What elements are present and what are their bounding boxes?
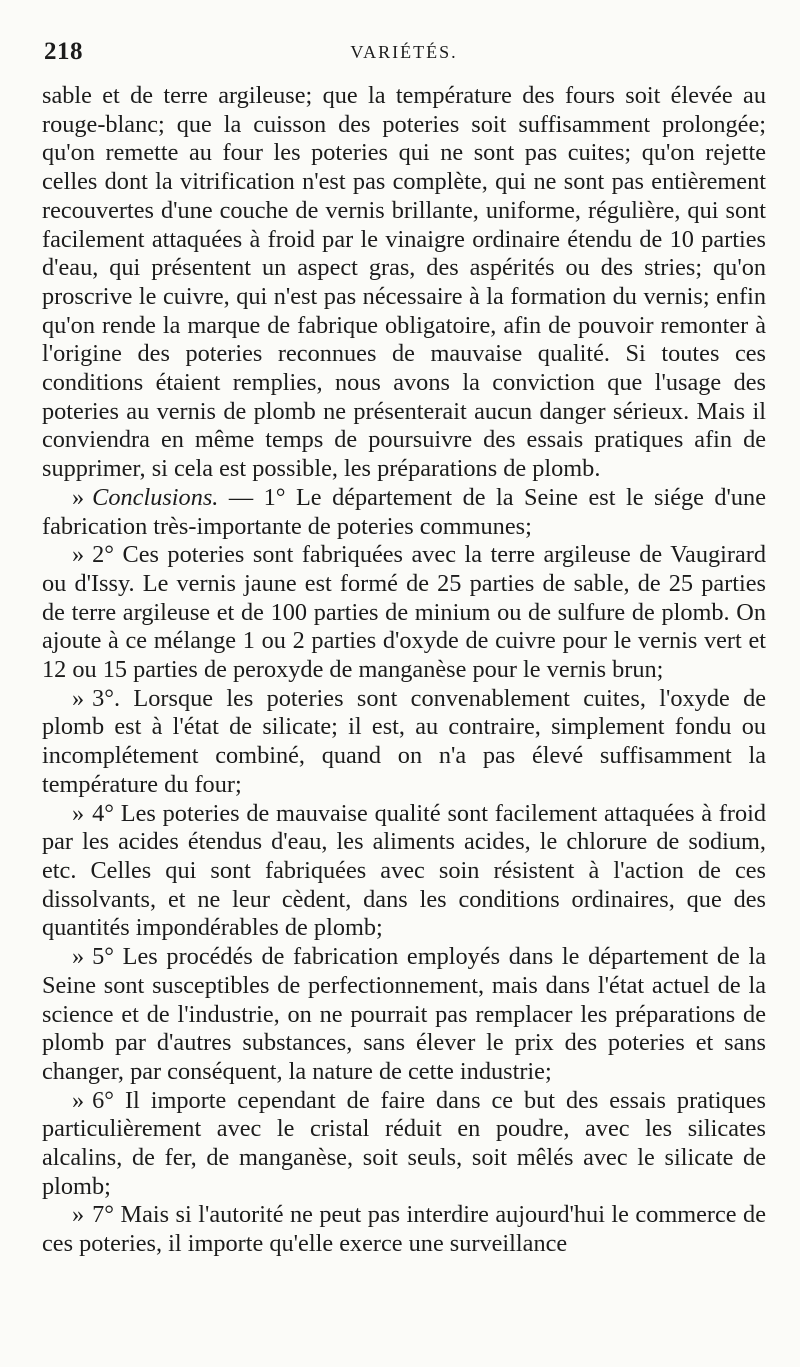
paragraph-text: 2° Ces poteries sont fabriquées avec la terre argileuse de Vaugirard ou d'Issy. Le vernis jaune est formé de 25 parties de sable, de 25 parties de terre argileuse et de 100 parties de minium ou de sulfure de plomb. On ajoute à ce mélange 1 ou 2 parties d'oxyde de cuivre pour le vernis vert et 12 ou 15 parties de peroxyde de manganèse pour le vernis brun; (42, 541, 766, 684)
paragraph-text: — 1° Le département de la Seine est le siége d'une fabrication très-importante de poteries communes; (42, 483, 766, 540)
page-header (42, 30, 766, 82)
paragraph-conclusion-5 (42, 943, 766, 1087)
paragraph-text: 5° Les procédés de fabrication employés dans le département de la Seine sont susceptibles de perfectionnement, mais dans l'état actuel de la science et de l'industrie, on ne pourrait pas remplacer les préparations de plomb par d'autres substances, sans élever le prix des poteries et sans changer, par conséquent, la nature de cette industrie; (42, 943, 766, 1085)
paragraph-marker: » (72, 684, 85, 712)
paragraph-marker: » (72, 1201, 85, 1229)
paragraph-conclusion-1 (42, 484, 766, 541)
paragraph-text: sable et de terre argileuse; que la température des fours soit élevée au rouge-blanc; que la cuisson des poteries soit suffisamment prolongée; qu'on remette au four les poteries qui ne sont pas cuites; qu'on rejette celles dont la vitrification n'est pas complète, qui ne sont pas entièrement recouvertes d'une couche de vernis brillante, uniforme, régulière, qui sont facilement attaquées à froid par le vinaigre ordinaire étendu de 10 parties d'eau, qui présentent un aspect gras, des aspérités ou des stries; qu'on proscrive le cuivre, qui n'est pas nécessaire à la formation du vernis; enfin qu'on rende la marque de fabrique obligatoire, afin de pouvoir remonter à l'origine des poteries reconnues de mauvaise qualité. Si toutes ces conditions étaient remplies, nous avons la conviction que l'usage des poteries au vernis de plomb ne présenterait aucun danger sérieux. Mais il conviendra en même temps de poursuivre des essais pratiques afin de supprimer, si cela est possible, les préparations de plomb. (42, 82, 766, 483)
paragraph-marker: » (72, 1086, 85, 1114)
paragraph-text: 6° Il importe cependant de faire dans ce but des essais pratiques particulièrement avec le cristal réduit en poudre, avec les silicates alcalins, de fer, de manganèse, soit seuls, soit mêlés avec le silicate de plomb; (42, 1086, 766, 1200)
paragraph-conclusion-6 (42, 1087, 766, 1202)
conclusions-heading: Conclusions. (92, 483, 219, 511)
page-number: 218 (44, 38, 83, 65)
paragraph-text: 4° Les poteries de mauvaise qualité sont facilement attaquées à froid par les acides étendus d'eau, les aliments acides, le chlorure de sodium, etc. Celles qui sont fabriquées avec soin résistent à l'action de ces dissolvants, et ne leur cèdent, dans les conditions ordinaires, que des quantités impondérables de plomb; (42, 799, 766, 942)
paragraph-conclusion-3 (42, 685, 766, 800)
paragraph-conclusion-7 (42, 1201, 766, 1258)
paragraph-conclusion-2 (42, 541, 766, 685)
paragraph-marker: » (72, 799, 85, 827)
paragraph-intro (42, 82, 766, 484)
body-text (42, 82, 766, 1259)
paragraph-marker: » (72, 943, 85, 971)
paragraph-text: 3°. Lorsque les poteries sont convenablement cuites, l'oxyde de plomb est à l'état de silicate; il est, au contraire, simplement fondu ou incomplétement combiné, quand on n'a pas élevé suffisamment la température du four; (42, 684, 766, 798)
paragraph-conclusion-4 (42, 800, 766, 944)
paragraph-text: 7° Mais si l'autorité ne peut pas interdire aujourd'hui le commerce de ces poteries, il importe qu'elle exerce une surveillance (42, 1201, 766, 1258)
paragraph-marker: » (72, 483, 85, 511)
running-title: VARIÉTÉS. (350, 42, 458, 62)
paragraph-marker: » (72, 541, 85, 569)
